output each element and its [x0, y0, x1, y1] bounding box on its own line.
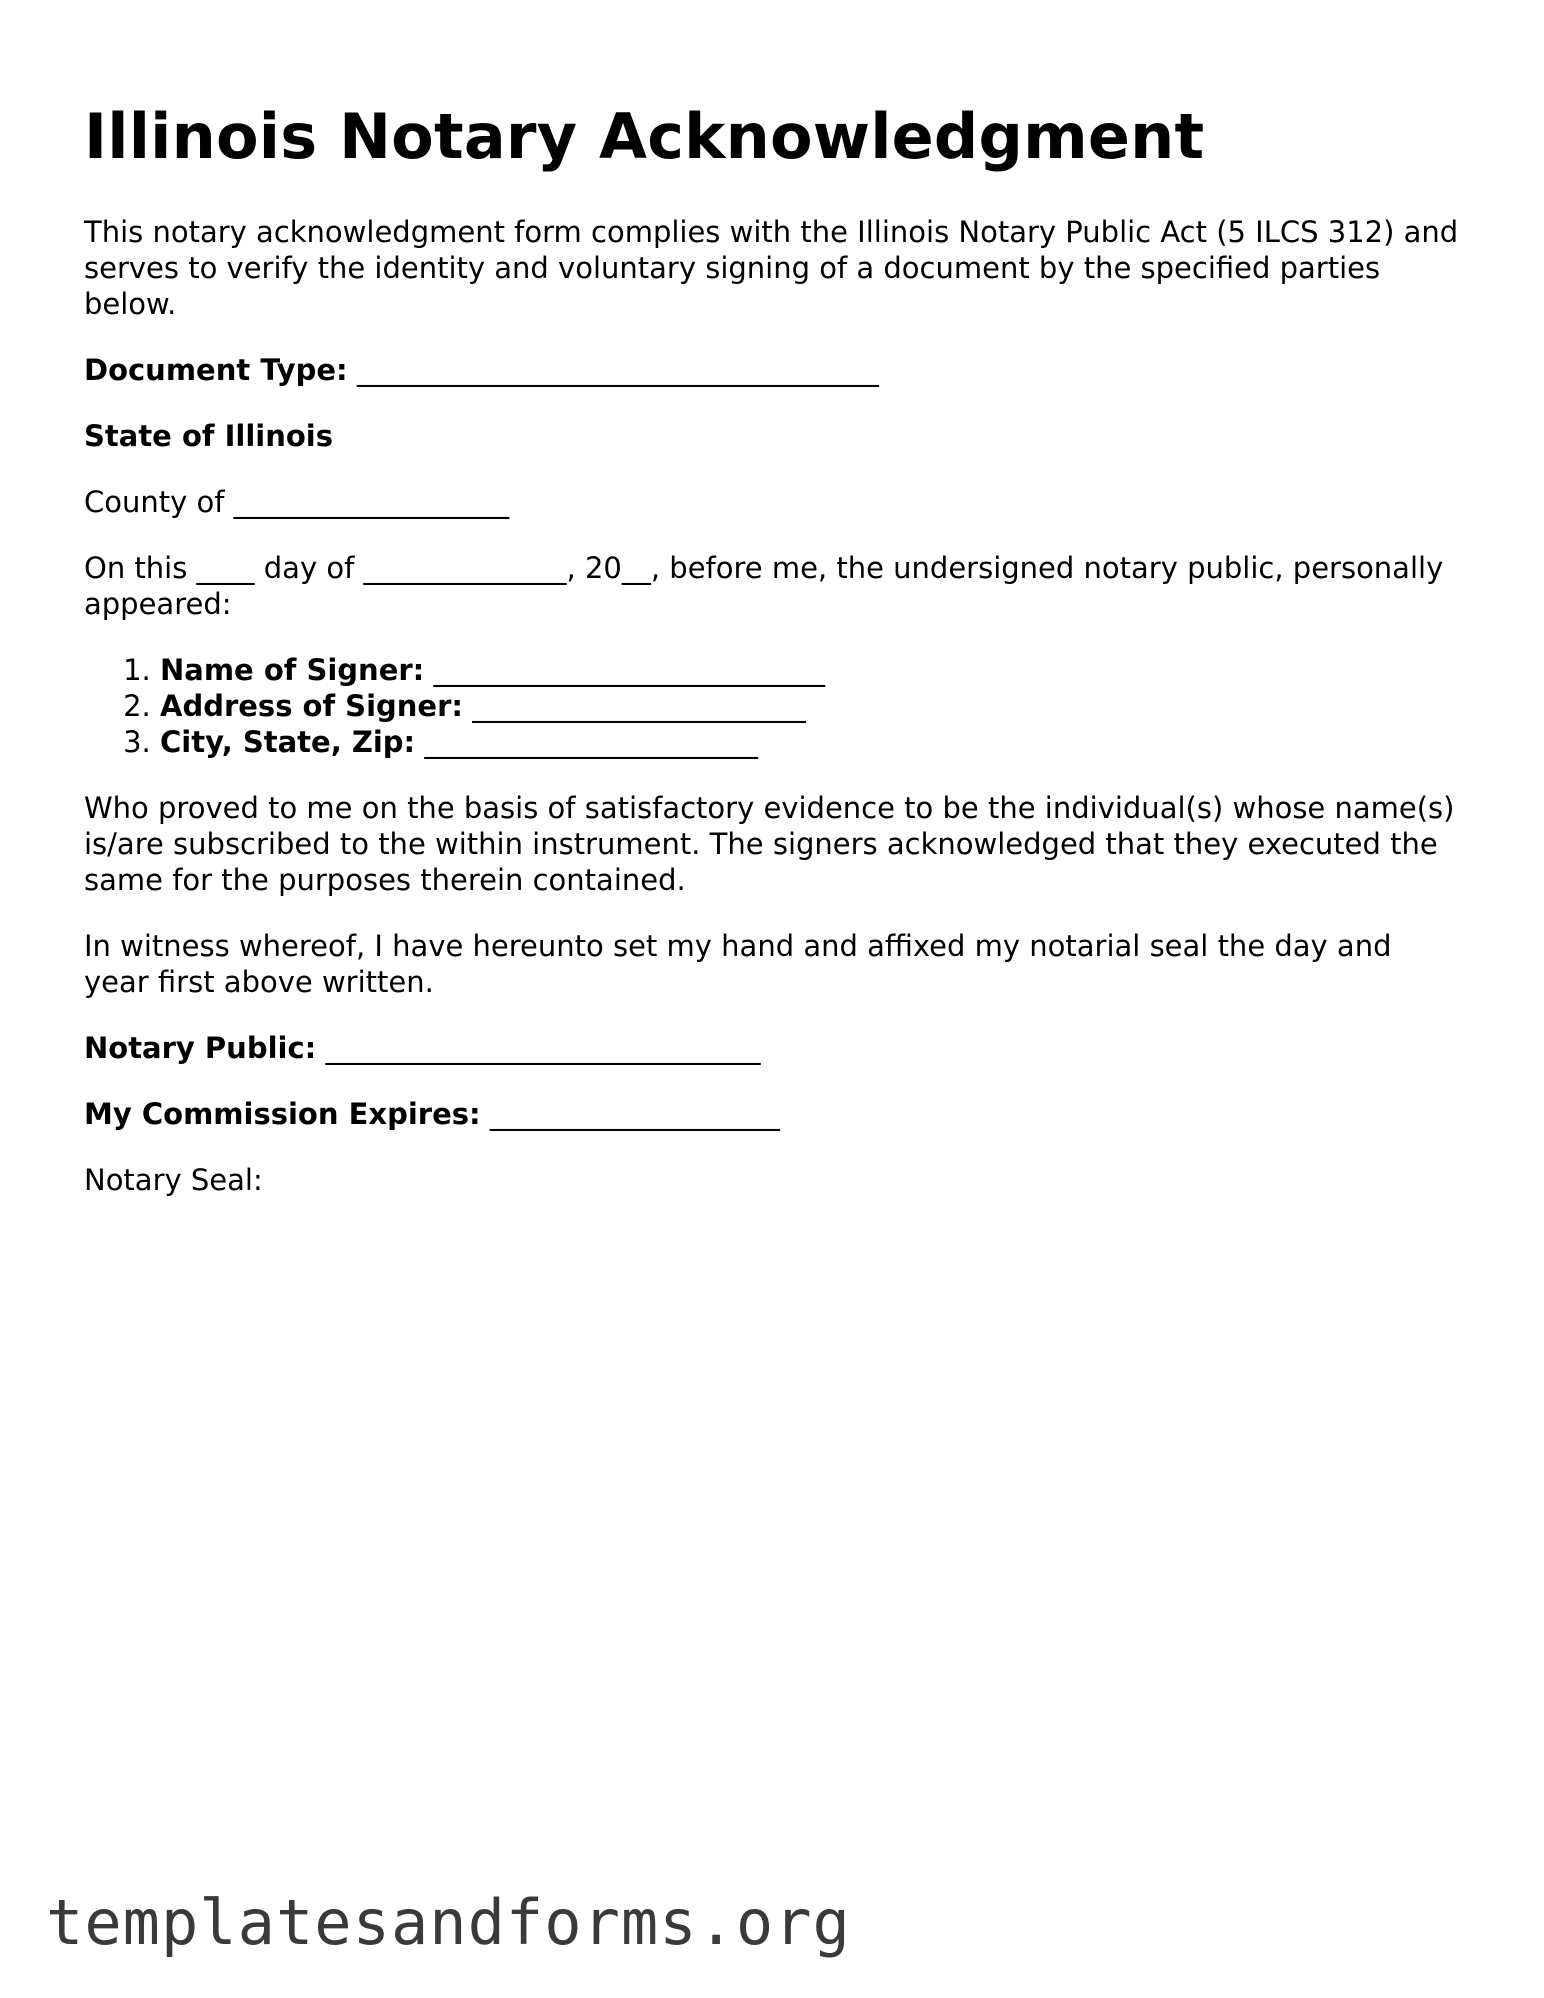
watermark: templatesandforms.org	[46, 1886, 851, 1959]
appearance-paragraph: On this ____ day of ______________, 20__, before me, the undersigned notary public, personally appeared:	[84, 551, 1444, 622]
notary-seal-label: Notary Seal:	[84, 1163, 263, 1198]
notary-public-line	[84, 1030, 1460, 1066]
intro-paragraph: This notary acknowledgment form complies with the Illinois Notary Public Act (5 ILCS 312) and serves to verify the identity and voluntary signing of a document by the specified parties below.	[84, 215, 1459, 322]
signer-name-blank[interactable]: ___________________________	[433, 653, 825, 688]
notary-public-blank[interactable]: ______________________________	[325, 1031, 761, 1066]
state-heading: State of Illinois	[84, 419, 333, 454]
signer-name-label: Name of Signer:	[160, 653, 425, 688]
county-line[interactable]: County of ___________________	[84, 485, 510, 520]
commission-label: My Commission Expires:	[84, 1097, 481, 1132]
document-type-blank[interactable]: ____________________________________	[356, 353, 879, 388]
signer-list-item	[160, 688, 1460, 724]
document-page	[84, 100, 1460, 1198]
signer-list-item	[160, 652, 1460, 688]
page-title: Illinois Notary Acknowledgment	[84, 100, 1205, 173]
notary-public-label: Notary Public:	[84, 1031, 317, 1066]
signer-address-blank[interactable]: _______________________	[472, 689, 806, 724]
document-type-line	[84, 352, 1460, 388]
witness-paragraph: In witness whereof, I have hereunto set my hand and affixed my notarial seal the day and year first above written.	[84, 929, 1392, 1000]
signer-address-label: Address of Signer:	[160, 689, 463, 724]
proof-paragraph: Who proved to me on the basis of satisfactory evidence to be the individual(s) whose name(s) is/are subscribed to the within instrument. The signers acknowledged that they executed the same for the purposes therein contained.	[84, 791, 1455, 898]
signer-list	[84, 652, 1460, 760]
commission-blank[interactable]: ____________________	[489, 1097, 780, 1132]
signer-city-label: City, State, Zip:	[160, 725, 416, 760]
commission-line	[84, 1096, 1460, 1132]
document-type-label: Document Type:	[84, 353, 348, 388]
signer-city-blank[interactable]: _______________________	[424, 725, 758, 760]
signer-list-item	[160, 724, 1460, 760]
